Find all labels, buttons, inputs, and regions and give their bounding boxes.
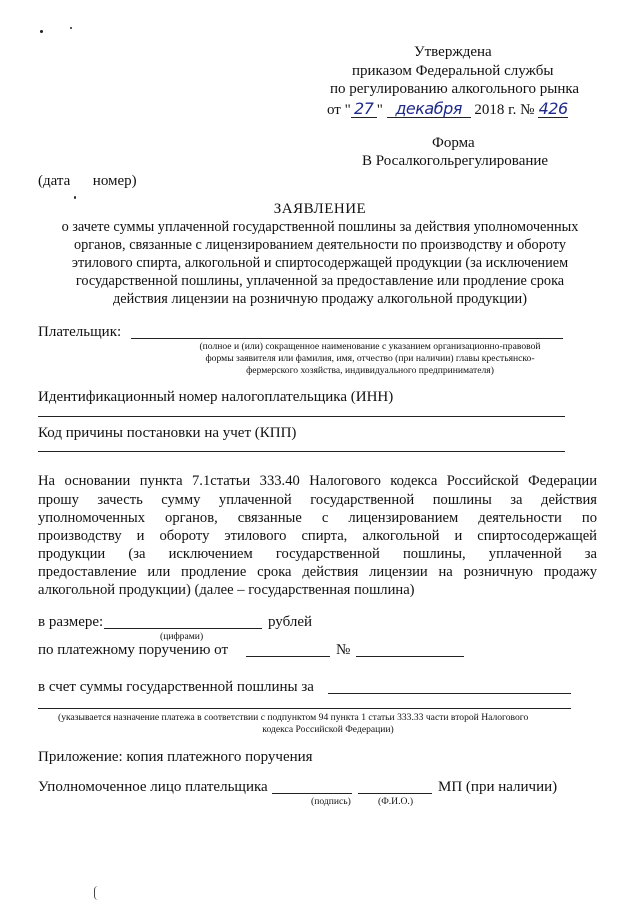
date-quote: " — [376, 102, 383, 118]
form-label: Форма — [432, 135, 475, 151]
signature-hint: (подпись) — [311, 796, 351, 807]
date-year-number: 2018 г. № — [474, 102, 535, 118]
payment-order-date-line[interactable] — [246, 656, 330, 657]
payer-hint3: фермерского хозяйства, индивидуального предпринимателя) — [246, 365, 494, 376]
scan-speck — [40, 30, 43, 33]
amount-currency: рублей — [268, 614, 313, 630]
payer-input-line[interactable] — [131, 338, 563, 339]
body-line5: продукции (за исключением государственной пошлины, уплаченной за — [38, 546, 597, 562]
inn-label: Идентификационный номер налогоплательщика (ИНН) — [38, 389, 394, 405]
signature-input-line[interactable] — [272, 793, 352, 794]
account-input-line2[interactable] — [38, 708, 571, 709]
full-name-input-line[interactable] — [358, 793, 432, 794]
approval-title: Утверждена — [414, 44, 492, 60]
account-input-line1[interactable] — [328, 693, 571, 694]
account-label: в счет суммы государственной пошлины за — [38, 679, 314, 695]
payment-order-number-sign: № — [336, 642, 351, 658]
date-prefix: от " — [327, 102, 351, 118]
body-line4: производству и обороту этилового спирта, алкогольной и спиртосодержащей — [38, 528, 597, 544]
body-line2: прошу зачесть сумму уплаченной государственной пошлины за действия — [38, 492, 597, 508]
approval-order-line1: приказом Федеральной службы — [352, 63, 554, 79]
payer-hint2: формы заявителя или фамилия, имя, отчество (при наличии) главы крестьянско- — [205, 353, 535, 364]
date-number-field: (дата номер) — [38, 173, 137, 189]
title-line2: органов, связанные с лицензированием деятельности по производству и обороту — [73, 237, 567, 253]
account-hint2: кодекса Российской Федерации) — [262, 724, 394, 735]
kpp-label: Код причины постановки на учет (КПП) — [38, 425, 297, 441]
full-name-hint: (Ф.И.О.) — [378, 796, 414, 807]
payer-label: Плательщик: — [38, 324, 122, 340]
account-hint1: (указывается назначение платежа в соответствии с подпунктом 94 пункта 1 статьи 333.33 части второй Налогового — [58, 712, 529, 723]
amount-hint: (цифрами) — [160, 631, 204, 642]
approval-date-line — [327, 100, 568, 119]
scan-speck — [74, 196, 76, 199]
title-line4: государственной пошлины, уплаченной за предоставление или продление срока — [75, 273, 565, 289]
payer-hint1: (полное и (или) сокращенное наименование с указанием организационно-правовой — [199, 341, 541, 352]
amount-input-line[interactable] — [104, 628, 262, 629]
body-line6: предоставление или продление срока действия лицензии на розничную продажу — [38, 564, 597, 580]
handwritten-day: 27 — [351, 100, 377, 118]
scan-mark — [94, 886, 99, 900]
title-line3: этилового спирта, алкогольной и спиртосодержащей продукции (за исключением — [71, 255, 569, 271]
scan-speck — [70, 27, 72, 29]
body-line3: уполномоченных органов, связанные с лицензированием деятельности по — [38, 510, 597, 526]
kpp-input-line[interactable] — [38, 451, 565, 452]
approval-order-line2: по регулированию алкогольного рынка — [330, 81, 580, 97]
handwritten-month: декабря — [387, 100, 471, 118]
recipient: В Росалкогольрегулирование — [362, 153, 549, 169]
signature-label: Уполномоченное лицо плательщика — [38, 779, 268, 795]
amount-label: в размере: — [38, 614, 104, 630]
body-line1: На основании пункта 7.1статьи 333.40 Налогового кодекса Российской Федерации — [38, 473, 597, 489]
stamp-note: МП (при наличии) — [438, 779, 558, 795]
inn-input-line[interactable] — [38, 416, 565, 417]
body-line7: алкогольной продукции) (далее – государственная пошлина) — [38, 582, 415, 598]
attachment-note: Приложение: копия платежного поручения — [38, 749, 313, 765]
title-line5: действия лицензии на розничную продажу алкогольной продукции) — [113, 291, 527, 307]
handwritten-number: 426 — [538, 99, 568, 118]
payment-order-number-line[interactable] — [356, 656, 464, 657]
payment-order-label: по платежному поручению от — [38, 642, 229, 658]
title-line1: о зачете суммы уплаченной государственной пошлины за действия уполномоченных — [61, 219, 579, 235]
document-heading: ЗАЯВЛЕНИЕ — [273, 201, 367, 217]
